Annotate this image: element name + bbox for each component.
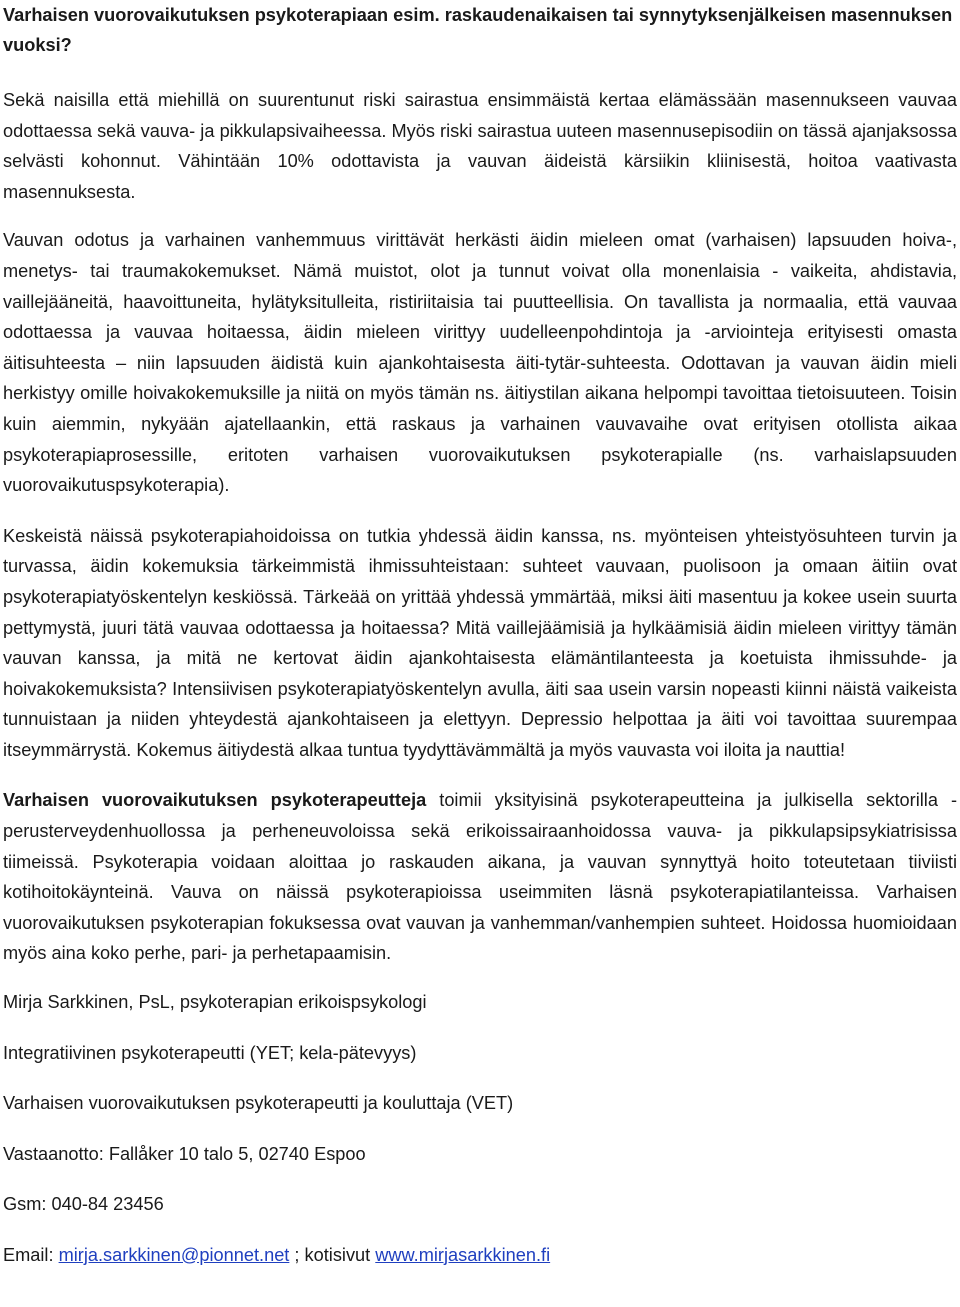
contact-qualification: Integratiivinen psykoterapeutti (YET; kela-pätevyys) <box>3 1042 417 1063</box>
paragraph-therapy-focus: Keskeistä näissä psykoterapiahoidoissa on tutkia yhdessä äidin kanssa, ns. myönteisen yhteistyösuhteen turvin ja turvassa, äidin kokemuksia tärkeimmistä ihmissuhteistaan: suhteet vauvaan, puolisoon ja omaan äitiin ovat psykoterapiatyöskentelyn keskiössä. Tärkeää on yrittää yhdessä ymmärtää, miksi äiti masentuu ja kokee usein suurta pettymystä, juuri tätä vauvaa odottaessa ja hoitaessa? Mitä vaillejäämisiä ja hylkäämisiä äidin mieleen virittyy tämän vauvan kanssa, ja mitä ne kertovat äidin ajankohtaisesta elämäntilanteesta ja koetuista ihmissuhde- ja hoivakokemuksista? Intensiivisen psykoterapiatyöskentelyn avulla, äiti saa usein varsin nopeasti kiinni näistä vaikeista tunnuistaan ja niiden yhteydestä ajankohtaiseen ja elettyyn. Depressio helpottaa ja äiti voi tavoittaa suurempaa itseymmärrystä. Kokemus äitiydestä alkaa tuntua tyydyttävämmältä ja myös vauvasta voi iloita ja nauttia! <box>3 525 957 760</box>
email-link[interactable]: mirja.sarkkinen@pionnet.net <box>58 1244 290 1265</box>
paragraph-parenthood: Vauvan odotus ja varhainen vanhemmuus virittävät herkästi äidin mieleen omat (varhaisen) lapsuuden hoiva-, menetys- tai traumakokemukset. Nämä muistot, olot ja tunnut voivat olla monenlaisia - vaikeita, ahdistavia, vaillejääneitä, haavoittuneita, hylätyksitulleita, ristiriitaisia tai puutteellisia. On tavallista ja normaalia, että vauvaa odottaessa ja vauvaa hoitaessa, äidin mieleen virittyy uudelleenpohdintoja ja -arviointeja erityisesti omasta äitisuhteesta – niin lapsuuden äidistä kuin ajankohtaisesta äiti-tytär-suhteesta. Odottavan ja vauvan äidin mieli herkistyy omille hoivakokemuksille ja niitä on myös tämän ns. äitiystilan aikana helpompi tavoittaa tietoisuuteen. Toisin kuin aiemmin, nykyään ajatellaankin, että raskaus ja varhainen vauvavaihe ovat erityisen otollista aikaa psykoterapiaprosessille, eritoten varhaisen vuorovaikutuksen psykoterapialle (ns. varhaislapsuuden vuorovaikutuspsykoterapia). <box>3 230 957 496</box>
contact-role: Varhaisen vuorovaikutuksen psykoterapeutti ja kouluttaja (VET) <box>3 1093 514 1114</box>
website-link[interactable]: www.mirjasarkkinen.fi <box>375 1244 551 1265</box>
contact-name: Mirja Sarkkinen, PsL, psykoterapian erikoispsykologi <box>3 992 427 1013</box>
paragraph-therapists <box>3 785 957 969</box>
contact-links <box>3 1240 957 1270</box>
paragraph-risk: Sekä naisilla että miehillä on suurentunut riski sairastua ensimmäistä kertaa elämässään masennukseen vauvaa odottaessa sekä vauva- ja pikkulapsivaiheessa. Myös riski sairastua uuteen masennusepisodiin on tässä ajanjaksossa selvästi kohonnut. Vähintään 10% odottavista ja vauvan äideistä kärsiikin kliinisestä, hoitoa vaativasta masennuksesta. <box>3 90 957 202</box>
therapists-bold-lead: Varhaisen vuorovaikutuksen psykoterapeutteja <box>3 790 427 811</box>
therapists-text: toimii yksityisinä psykoterapeutteina ja julkisella sektorilla - perusterveydenhuollossa ja perheneuvoloissa sekä erikoissairaanhoidossa vauva- ja pikkulapsipsykiatrisissa tiimeissä. Psykoterapia voidaan aloittaa jo raskauden aikana, ja vauvan synnyttyä hoito toteutetaan tiiviisti kotihoitokäynteinä. Vauva on näissä psykoterapioissa useimmiten läsnä psykoterapiatilanteissa. Varhaisen vuorovaikutuksen psykoterapian fokuksessa ovat vauvan ja vanhemman/vanhempien suhteet. Hoidossa huomioidaan myös aina koko perhe, pari- ja perhetapaamisin. <box>3 790 957 964</box>
contact-phone: Gsm: 040-84 23456 <box>3 1194 164 1215</box>
contact-address: Vastaanotto: Fallåker 10 talo 5, 02740 Espoo <box>3 1143 366 1164</box>
email-label: Email: <box>3 1244 59 1265</box>
website-separator: ; kotisivut <box>289 1244 376 1265</box>
document-heading: Varhaisen vuorovaikutuksen psykoterapiaan esim. raskaudenaikaisen tai synnytyksenjälkeisen masennuksen vuoksi? <box>3 5 953 55</box>
